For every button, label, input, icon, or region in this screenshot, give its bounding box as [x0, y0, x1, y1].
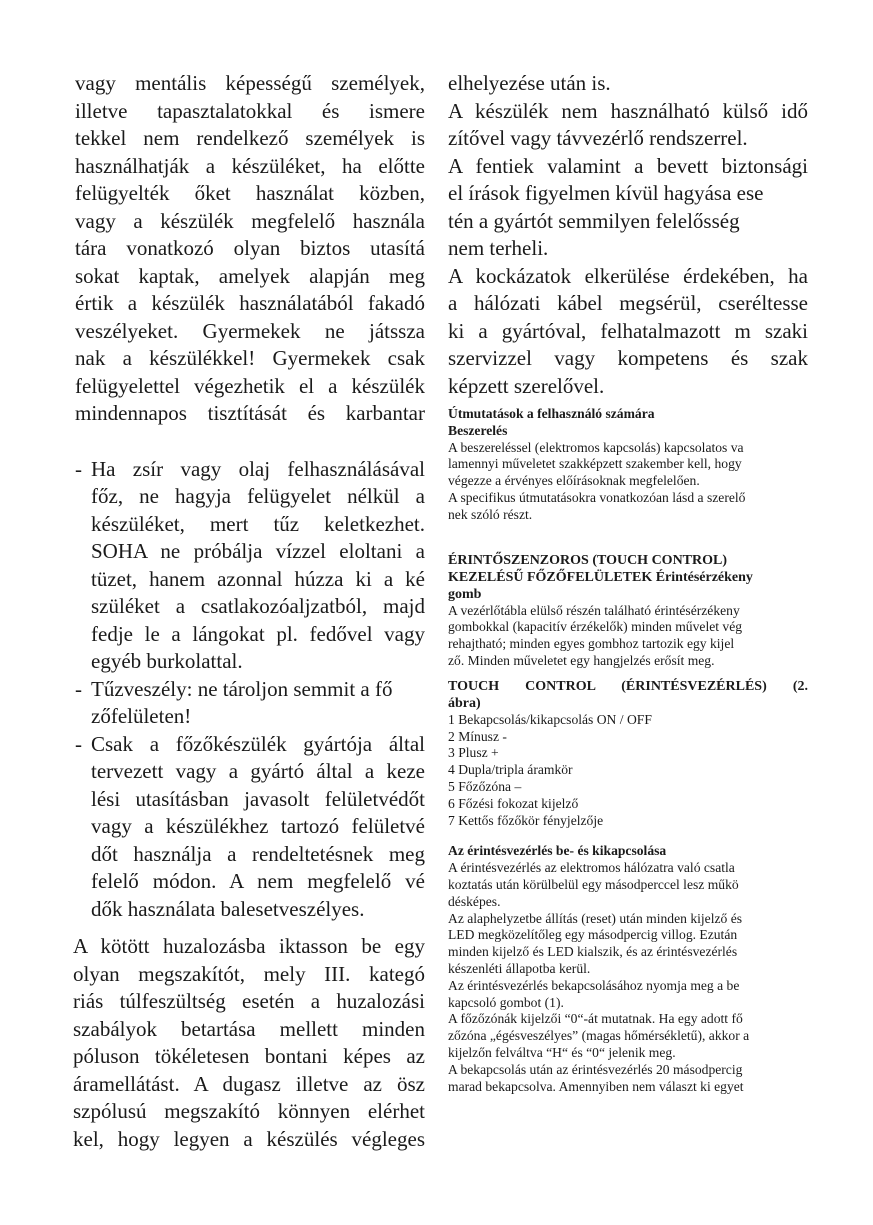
left-column — [75, 70, 425, 1153]
section-heading: Útmutatások a felhasználó számára — [448, 406, 655, 421]
right-column — [448, 70, 808, 1095]
list-item: 5 Főzőzóna – — [448, 778, 522, 794]
text-line: el írások figyelmen kívül hagyása ese — [448, 181, 764, 205]
text-line: lési utasításban javasolt felületvédőt — [91, 786, 425, 811]
right-paragraph-1 — [448, 70, 808, 400]
text-line: zőzóna „égésveszélyes” (magas hőmérsékletű), akkor a — [448, 1028, 750, 1044]
text-line: ző. Minden műveletet egy hangjelzés erősít meg. — [448, 652, 715, 668]
user-instructions-section — [448, 406, 808, 524]
text-line: A beszereléssel (elektromos kapcsolás) kapcsolatos va — [448, 439, 744, 455]
text-line: sokat kaptak, amelyek alapján meg — [75, 263, 425, 288]
text-line: Az érintésvezérlés bekapcsolásához nyomja meg a be — [448, 977, 740, 993]
text-line: vagy a készülék megfelelő használa — [75, 208, 425, 233]
text-line: póluson tökéletesen bontani képes az — [73, 1044, 425, 1068]
section-heading: Az érintésvezérlés be- és kikapcsolása — [448, 843, 667, 859]
text-line: egyéb burkolattal. — [91, 649, 243, 673]
left-paragraph-1 — [75, 70, 425, 428]
text-line: riás túlfeszültség esetén a huzalozási — [73, 989, 425, 1013]
text-line: felügyelettel végezhetik el a készülék — [75, 373, 425, 398]
list-item: 1 Bekapcsolás/kikapcsolás ON / OFF — [448, 711, 652, 727]
text-line: mindennapos tisztítását és karbantar — [75, 401, 425, 425]
text-line: használhatják a készüléket, ha előtte — [75, 153, 425, 178]
text-line: nak a készülékkel! Gyermekek csak — [75, 346, 425, 370]
text-line: tára vonatkozó olyan biztos utasítá — [75, 236, 425, 260]
text-line: lamennyi műveletet szakképzett szakember kell, hogy — [448, 456, 742, 472]
text-line: tüzet, hanem azonnal húzza ki a ké — [91, 566, 425, 591]
text-line: marad bekapcsolva. Amennyiben nem választ ki egyet — [448, 1078, 744, 1094]
text-line: készüléket, mert tűz keletkezhet. — [91, 511, 425, 536]
text-line: gombokkal (kapacitív érzékelők) minden művelet vég — [448, 619, 743, 635]
text-line: A bekapcsolás után az érintésvezérlés 20 másodpercig — [448, 1061, 743, 1077]
text-line: minden kijelző és LED kialszik, és az érintésvezérlés — [448, 944, 738, 960]
list-item: 6 Főzési fokozat kijelző — [448, 795, 579, 811]
section-heading: KEZELÉSŰ FŐZŐFELÜLETEK Érintésérzékeny — [448, 569, 753, 585]
text-line: LED megközelítőleg egy másodpercig villog. Ezután — [448, 927, 738, 943]
text-line: A kockázatok elkerülése érdekében, ha — [448, 263, 808, 288]
text-line: szpólusú megszakító könnyen elérhet — [73, 1099, 425, 1123]
text-line: A érintésvezérlés az elektromos hálózatra való csatla — [448, 860, 735, 876]
text-line: Csak a főzőkészülék gyártója által — [91, 731, 425, 756]
text-line: rehajtható; minden egyes gombhoz tartozik egy kijel — [448, 636, 735, 652]
touch-control-section — [448, 552, 808, 670]
text-line: dők használata balesetveszélyes. — [91, 896, 365, 921]
section-heading: TOUCH CONTROL (ÉRINTÉSVEZÉRLÉS) (2. — [448, 678, 808, 694]
text-line: A fentiek valamint a bevett biztonsági — [448, 153, 808, 178]
text-line: Ha zsír vagy olaj felhasználásával — [91, 456, 425, 481]
text-line: Tűzveszély: ne tároljon semmit a fő — [91, 676, 393, 701]
list-item: 2 Mínusz - — [448, 728, 507, 744]
text-line: nem terheli. — [448, 236, 549, 260]
bullet-dash: - — [75, 456, 82, 481]
text-line: fedje le a lángokat pl. fedővel vagy — [91, 621, 425, 646]
text-line: áramellátást. A dugasz illetve az ösz — [73, 1071, 425, 1096]
section-subheading: Beszerelés — [448, 422, 508, 438]
text-line: A vezérlőtábla elülső részén található érintésérzékeny — [448, 602, 740, 618]
text-line: kijelzőn felváltva “H“ és “0“ jelenik meg. — [448, 1044, 676, 1060]
text-line: désképes. — [448, 893, 501, 909]
bullet-item-surface-guards — [75, 731, 425, 924]
text-line: felügyelték őket használat közben, — [75, 181, 425, 205]
spacer — [75, 428, 425, 456]
text-line: tekkel nem rendelkező személyek is — [75, 126, 425, 150]
text-line: A főzőzónák kijelzői “0“-át mutatnak. Ha egy adott fő — [448, 1011, 743, 1027]
text-line: értik a készülék használatából fakadó — [75, 291, 425, 315]
section-heading: ÉRINTŐSZENZOROS (TOUCH CONTROL) — [448, 552, 728, 568]
text-line: vagy mentális képességű személyek, — [75, 71, 425, 95]
control-list-section — [448, 678, 808, 830]
text-line: Az alaphelyzetbe állítás (reset) után minden kijelző és — [448, 910, 743, 926]
section-heading: gomb — [448, 586, 482, 602]
text-line: kapcsoló gombot (1). — [448, 994, 564, 1010]
bullet-item-fire-oil — [75, 456, 425, 676]
text-line: végezze a érvényes előírásoknak megfelelően. — [448, 473, 700, 489]
text-line: SOHA ne próbálja vízzel eloltani a — [91, 539, 425, 563]
text-line: tervezett vagy a gyártó által a keze — [91, 759, 425, 783]
bullet-dash: - — [75, 676, 82, 701]
text-line: a hálózati kábel megsérül, cseréltesse — [448, 291, 808, 315]
list-item: 3 Plusz + — [448, 745, 499, 761]
text-line: ki a gyártóval, felhatalmazott m szaki — [448, 318, 808, 343]
list-item: 4 Dupla/tripla áramkör — [448, 762, 573, 778]
text-line: A specifikus útmutatásokra vonatkozóan lásd a szerelő — [448, 489, 746, 505]
text-line: nek szóló részt. — [448, 506, 533, 522]
bullet-dash: - — [75, 731, 82, 756]
text-line: dőt használja a rendeltetésnek meg — [91, 841, 425, 866]
text-line: kel, hogy legyen a készülés végleges — [73, 1126, 425, 1151]
text-line: olyan megszakítót, mely III. kategó — [73, 961, 425, 986]
list-item: 7 Kettős főzőkör fényjelzője — [448, 812, 604, 828]
text-line: szabályok betartása mellett minden — [73, 1016, 425, 1041]
text-line: főz, ne hagyja felügyelet nélkül a — [91, 484, 425, 508]
text-line: zőfelületen! — [91, 704, 192, 728]
bullet-item-fire-hazard — [75, 676, 425, 731]
text-line: készenléti állapotba kerül. — [448, 960, 591, 976]
section-heading: ábra) — [448, 695, 481, 711]
text-line: zítővel vagy távvezérlő rendszerrel. — [448, 126, 748, 150]
text-line: A kötött huzalozásba iktasson be egy — [73, 934, 425, 958]
text-line: illetve tapasztalatokkal és ismere — [75, 98, 425, 123]
text-line: A készülék nem használható külső idő — [448, 98, 808, 123]
left-paragraph-2 — [73, 933, 425, 1153]
text-line: koztatás után körülbelül egy másodperccel lesz műkö — [448, 876, 739, 892]
text-line: szervizzel vagy kompetens és szak — [448, 346, 808, 370]
text-line: felelő módon. A nem megfelelő vé — [91, 869, 425, 893]
onoff-section — [448, 843, 808, 1095]
text-line: szüléket a csatlakozóaljzatból, majd — [91, 594, 425, 618]
text-line: elhelyezése után is. — [448, 71, 611, 95]
text-line: képzett szerelővel. — [448, 373, 605, 398]
text-line: tén a gyártót semmilyen felelősség — [448, 208, 740, 233]
text-line: veszélyeket. Gyermekek ne játssza — [75, 318, 425, 343]
text-line: vagy a készülékhez tartozó felületvé — [91, 814, 425, 838]
